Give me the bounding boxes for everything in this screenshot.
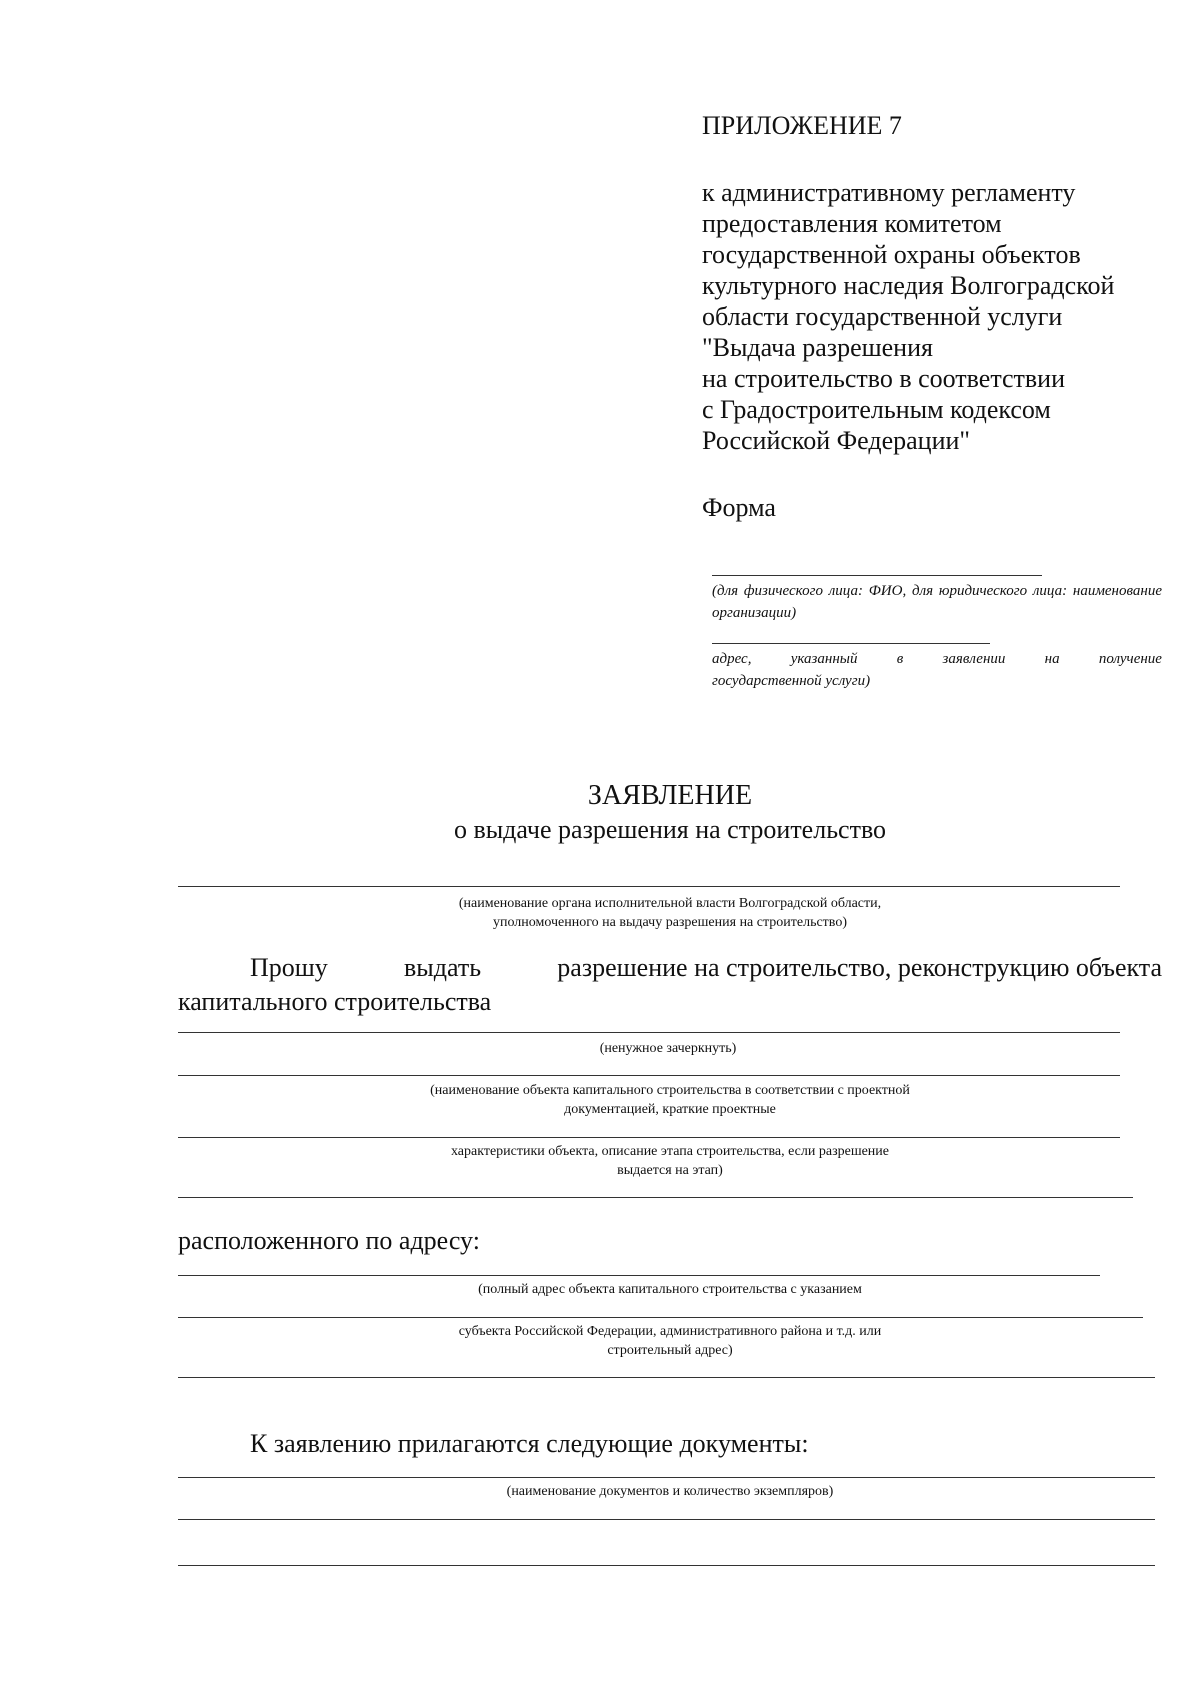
regulation-line: предоставления комитетом xyxy=(702,209,1002,238)
regulation-line: к административному регламенту xyxy=(702,178,1076,207)
address-hint-line: субъекта Российской Федерации, административного района и т.д. или xyxy=(458,1324,882,1339)
docs-line-1[interactable] xyxy=(178,1477,1155,1478)
object-hint-line: документацией, краткие проектные xyxy=(564,1102,776,1117)
hint-word: заявлении xyxy=(942,651,1006,667)
request-word: Прошу xyxy=(250,953,328,982)
form-label: Форма xyxy=(702,493,776,522)
object-hint-line: характеристики объекта, описание этапа строительства, если разрешение xyxy=(450,1144,890,1159)
regulation-line: с Градостроительным кодексом xyxy=(702,395,1051,424)
strike-hint: (ненужное зачеркнуть) xyxy=(599,1041,737,1056)
request-line-1 xyxy=(250,952,1162,983)
object-address-hint-a: (полный адрес объекта капитального строительства с указанием xyxy=(478,1282,862,1297)
addressee-address-hint xyxy=(712,648,1162,692)
hint-word: получение xyxy=(1098,651,1162,667)
object-address-hint-b xyxy=(250,1322,1090,1360)
addressee-name-line[interactable] xyxy=(712,575,1042,576)
object-characteristics-line[interactable] xyxy=(178,1137,1120,1138)
docs-hint: (наименование документов и количество экземпляров) xyxy=(506,1484,834,1499)
object-name-line[interactable] xyxy=(178,1075,1120,1076)
regulation-line: Российской Федерации" xyxy=(702,426,971,455)
regulation-reference xyxy=(702,177,1182,456)
regulation-line: на строительство в соответствии xyxy=(702,364,1066,393)
document-subtitle: о выдаче разрешения на строительство xyxy=(453,815,887,844)
object-address-line[interactable] xyxy=(178,1275,1100,1276)
object-address-line-2[interactable] xyxy=(178,1317,1143,1318)
hint-word: в xyxy=(896,651,904,667)
object-extra-line[interactable] xyxy=(178,1197,1133,1198)
address-hint-line2: государственной услуги) xyxy=(712,673,871,689)
regulation-line: государственной охраны объектов xyxy=(702,240,1081,269)
authority-hint-line: уполномоченного на выдачу разрешения на строительство) xyxy=(493,915,847,930)
document-title: ЗАЯВЛЕНИЕ xyxy=(587,780,753,811)
attached-docs-label: К заявлению прилагаются следующие документы: xyxy=(250,1429,809,1458)
docs-line-3[interactable] xyxy=(178,1565,1155,1566)
regulation-line: области государственной услуги xyxy=(702,302,1063,331)
address-hint-line: строительный адрес) xyxy=(607,1343,733,1358)
regulation-line: "Выдача разрешения xyxy=(702,333,933,362)
authority-line[interactable] xyxy=(178,886,1120,887)
hint-word: адрес, xyxy=(712,651,752,667)
object-address-line-3[interactable] xyxy=(178,1377,1155,1378)
addressee-address-line[interactable] xyxy=(712,643,990,644)
object-hint-b xyxy=(250,1142,1090,1180)
authority-hint-line: (наименование органа исполнительной власти Волгоградской области, xyxy=(458,896,882,911)
hint-word: указанный xyxy=(790,651,858,667)
docs-line-2[interactable] xyxy=(178,1519,1155,1520)
hint-word: на xyxy=(1044,651,1060,667)
object-hint-line: (наименование объекта капитального строительства в соответствии с проектной xyxy=(430,1083,910,1098)
authority-hint xyxy=(250,894,1090,932)
request-word: выдать xyxy=(404,953,482,982)
object-hint-a xyxy=(250,1081,1090,1119)
addressee-name-hint: (для физического лица: ФИО, для юридического лица: наименование организации) xyxy=(712,583,1162,621)
construction-type-line[interactable] xyxy=(178,1032,1120,1033)
address-hint-line1 xyxy=(712,648,1162,670)
appendix-number: ПРИЛОЖЕНИЕ 7 xyxy=(702,111,902,140)
request-word: разрешение на строительство, реконструкцию объекта xyxy=(557,953,1162,982)
object-hint-line: выдается на этап) xyxy=(617,1163,723,1178)
regulation-line: культурного наследия Волгоградской xyxy=(702,271,1115,300)
request-line-2: капитального строительства xyxy=(178,987,492,1016)
located-at-label: расположенного по адресу: xyxy=(178,1226,480,1255)
